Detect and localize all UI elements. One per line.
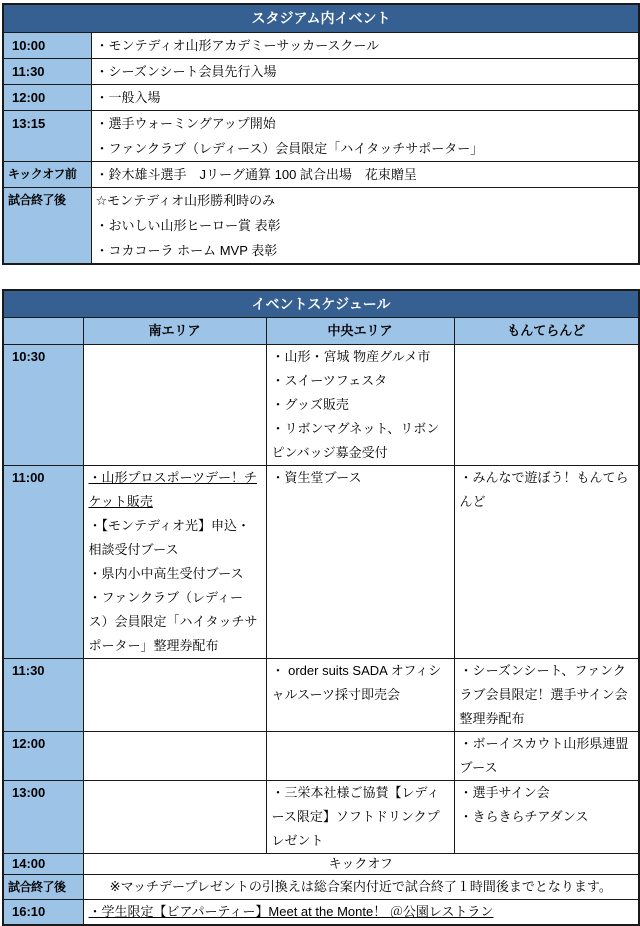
event-line: ・一般入場	[95, 90, 161, 105]
time-cell: 11:30	[3, 659, 83, 732]
table-row	[3, 732, 639, 781]
table-row	[3, 659, 639, 732]
south-area-cell	[83, 781, 266, 854]
event-cell	[91, 111, 639, 162]
table-row	[3, 466, 639, 659]
stadium-table-title: スタジアム内イベント	[3, 4, 639, 33]
time-cell: 10:30	[3, 345, 83, 466]
monte-land-cell	[454, 781, 639, 854]
table-row	[3, 85, 639, 111]
table-row	[3, 875, 639, 900]
time-cell: 12:00	[3, 85, 91, 111]
monte-land-cell	[454, 345, 639, 466]
event-line: ・みんなで遊ぼう！もんてらんど	[459, 470, 629, 509]
event-line: ・【モンテディオ光】申込・相談受付ブース	[88, 518, 250, 557]
central-area-cell	[266, 659, 454, 732]
event-line: ・県内小中高生受付ブース	[88, 566, 244, 581]
beer-party-cell: ・学生限定【ビアパーティー】Meet at the Monte！ ＠公園レストラン	[83, 900, 639, 926]
time-cell: 11:30	[3, 59, 91, 85]
schedule-table-title: イベントスケジュール	[3, 290, 639, 318]
event-line: ・モンテディオ山形アカデミーサッカースクール	[95, 38, 380, 53]
time-cell: 13:15	[3, 111, 91, 162]
event-cell	[91, 33, 639, 59]
time-cell: 試合終了後	[3, 875, 83, 900]
event-cell	[91, 85, 639, 111]
stadium-events-table	[2, 3, 640, 265]
central-area-cell	[266, 781, 454, 854]
table-row	[3, 345, 639, 466]
south-area-cell	[83, 732, 266, 781]
table-row	[3, 188, 639, 265]
monte-land-cell	[454, 659, 639, 732]
header-monte-land: もんてらんど	[454, 318, 639, 345]
south-area-cell	[83, 345, 266, 466]
table-row	[3, 111, 639, 162]
event-line-underlined: ・山形プロスポーツデー！チケット販売	[88, 470, 257, 509]
header-central-area: 中央エリア	[266, 318, 454, 345]
event-line: ・スイーツフェスタ	[271, 373, 388, 388]
event-line: ・リボンマグネット、リボンピンバッジ募金受付	[271, 421, 440, 460]
event-line: ・三栄本社様ご協賛【レディース限定】ソフトドリンクプレゼント	[271, 785, 440, 848]
header-empty	[3, 318, 83, 345]
time-cell: 試合終了後	[3, 188, 91, 265]
central-area-cell	[266, 732, 454, 781]
event-schedule-table	[2, 289, 640, 926]
time-cell: キックオフ前	[3, 162, 91, 188]
kickoff-cell: キックオフ	[83, 854, 639, 875]
table-spacer	[2, 265, 638, 289]
event-line: ・コカコーラ ホーム MVP 表彰	[95, 243, 278, 258]
table-row	[3, 33, 639, 59]
event-line: ・ファンクラブ（レディース）会員限定「ハイタッチサポーター」	[95, 141, 484, 156]
time-cell: 16:10	[3, 900, 83, 926]
event-cell	[91, 162, 639, 188]
event-line: ・山形・宮城 物産グルメ市	[271, 349, 431, 364]
header-south-area: 南エリア	[83, 318, 266, 345]
event-line: ☆モンテディオ山形勝利時のみ	[95, 193, 276, 208]
monte-land-cell	[454, 466, 639, 659]
event-cell	[91, 59, 639, 85]
event-line: ・選手サイン会	[459, 785, 550, 800]
monte-land-cell	[454, 732, 639, 781]
table-row	[3, 900, 639, 926]
south-area-cell	[83, 466, 266, 659]
event-line: ・ファンクラブ（レディース）会員限定「ハイタッチサポーター」整理券配布	[88, 590, 258, 653]
south-area-cell	[83, 659, 266, 732]
table-row	[3, 162, 639, 188]
table-row	[3, 59, 639, 85]
event-line: ・鈴木雄斗選手 Jリーグ通算 100 試合出場 花束贈呈	[95, 167, 417, 182]
event-line: ・おいしい山形ヒーロー賞 表彰	[95, 218, 281, 233]
column-header-row	[3, 318, 639, 345]
time-cell: 13:00	[3, 781, 83, 854]
table-row	[3, 854, 639, 875]
central-area-cell	[266, 345, 454, 466]
time-cell: 12:00	[3, 732, 83, 781]
matchday-present-note: ※マッチデープレゼントの引換えは総合案内付近で試合終了１時間後までとなります。	[83, 875, 639, 900]
event-line: ・ order suits SADA オフィシャルスーツ採寸即売会	[271, 663, 442, 702]
event-line: ・資生堂ブース	[271, 470, 362, 485]
time-cell: 11:00	[3, 466, 83, 659]
event-line: ・ボーイスカウト山形県連盟ブース	[459, 736, 629, 775]
event-line: ・きらきらチアダンス	[459, 809, 589, 824]
central-area-cell	[266, 466, 454, 659]
event-line: ・シーズンシート、ファンクラブ会員限定！選手サイン会整理券配布	[459, 663, 628, 726]
event-cell	[91, 188, 639, 265]
time-cell: 14:00	[3, 854, 83, 875]
time-cell: 10:00	[3, 33, 91, 59]
event-line: ・グッズ販売	[271, 397, 349, 412]
event-line: ・選手ウォーミングアップ開始	[95, 116, 276, 131]
event-line: ・シーズンシート会員先行入場	[95, 64, 277, 79]
table-row	[3, 781, 639, 854]
